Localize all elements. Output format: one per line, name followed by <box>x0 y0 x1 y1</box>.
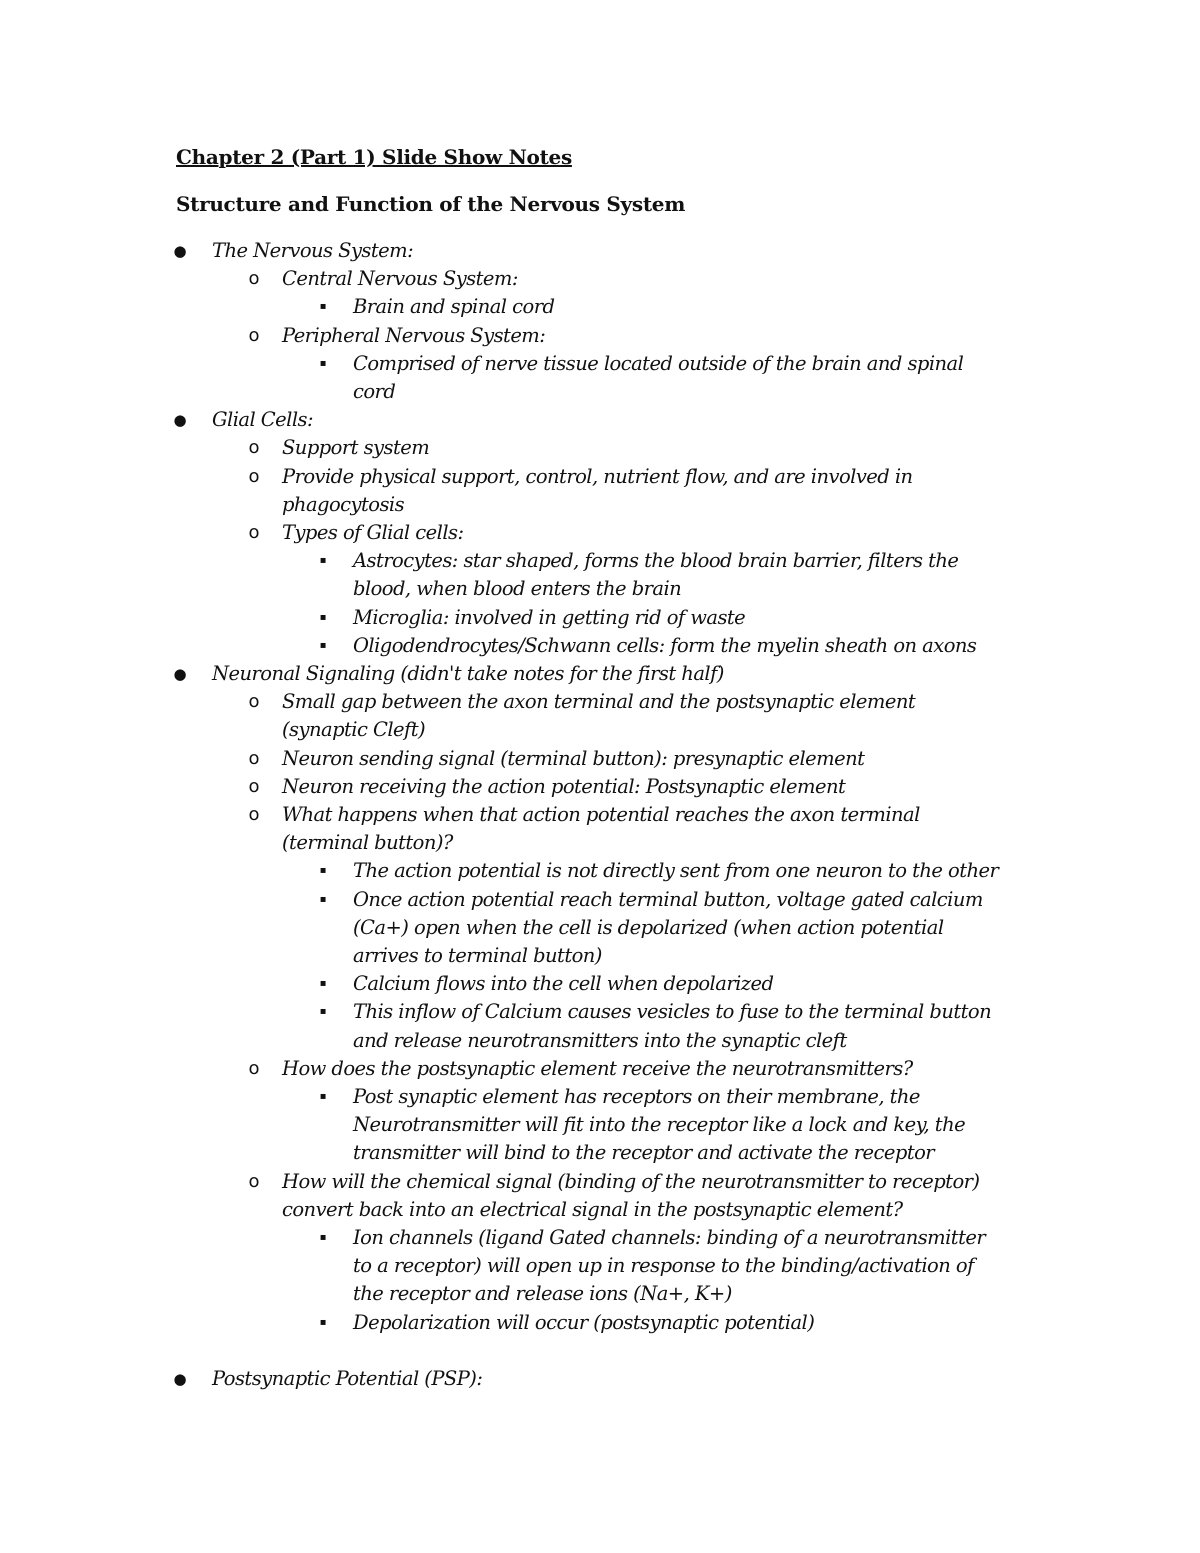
outline-text: How does the postsynaptic element receive the neurotransmitters? <box>282 1056 913 1080</box>
outline-text: Oligodendrocytes/Schwann cells: form the myelin sheath on axons <box>353 633 977 657</box>
outline-text: blood, when blood enters the brain <box>353 577 682 601</box>
outline-text: (terminal button)? <box>282 831 453 855</box>
outline-text: the receptor and release ions (Na+, K+) <box>353 1282 732 1306</box>
outline-text: and release neurotransmitters into the synaptic cleft <box>353 1028 847 1052</box>
circle-bullet-icon: o <box>248 268 260 290</box>
outline-text: cord <box>353 380 396 403</box>
outline-text: transmitter will bind to the receptor and activate the receptor <box>353 1141 935 1165</box>
bullet-icon: ● <box>173 411 187 430</box>
bullet-icon: ● <box>173 242 187 260</box>
square-bullet-icon: ▪ <box>319 893 327 905</box>
outline-text: Support system <box>282 436 430 460</box>
outline-text: Comprised of nerve tissue located outside of the brain and spinal <box>353 351 964 375</box>
square-bullet-icon: ▪ <box>319 301 327 313</box>
outline-text: Post synaptic element has receptors on their membrane, the <box>353 1085 920 1108</box>
outline-text: The Nervous System: <box>212 239 414 262</box>
circle-bullet-icon: o <box>248 747 260 769</box>
outline-text: Microglia: involved in getting rid of waste <box>353 605 746 629</box>
section-heading: Structure and Function of the Nervous System <box>176 192 686 216</box>
outline-text: This inflow of Calcium causes vesicles to fuse to the terminal button <box>353 1000 992 1024</box>
square-bullet-icon: ▪ <box>319 611 327 623</box>
outline-text: Peripheral Nervous System: <box>282 323 546 347</box>
outline-text: convert back into an electrical signal in the postsynaptic element? <box>282 1197 903 1221</box>
outline-text: Depolarization will occur (postsynaptic potential) <box>353 1310 815 1334</box>
circle-bullet-icon: o <box>248 691 260 713</box>
outline-text: Postsynaptic Potential (PSP): <box>212 1366 483 1390</box>
circle-bullet-icon: o <box>248 324 260 346</box>
square-bullet-icon: ▪ <box>319 978 327 990</box>
square-bullet-icon: ▪ <box>319 1091 327 1102</box>
outline-text: How will the chemical signal (binding of the neurotransmitter to receptor) <box>282 1169 980 1193</box>
circle-bullet-icon: o <box>248 775 260 797</box>
outline-text: phagocytosis <box>282 492 405 516</box>
circle-bullet-icon: o <box>248 465 260 487</box>
outline-text: What happens when that action potential reaches the axon terminal <box>282 803 920 826</box>
outline-text: Once action potential reach terminal button, voltage gated calcium <box>353 887 983 911</box>
outline-text: The action potential is not directly sent from one neuron to the other <box>353 859 999 883</box>
circle-bullet-icon: o <box>248 1057 260 1079</box>
page-title: Chapter 2 (Part 1) Slide Show Notes <box>176 145 572 169</box>
outline-text: arrives to terminal button) <box>353 944 602 967</box>
outline-text: (synaptic Cleft) <box>282 718 426 742</box>
outline-text: Brain and spinal cord <box>353 295 555 319</box>
square-bullet-icon: ▪ <box>319 1232 327 1243</box>
outline-text: Astrocytes: star shaped, forms the blood brain barrier, filters the <box>353 549 959 573</box>
outline-text: Neuron receiving the action potential: Postsynaptic element <box>282 774 846 798</box>
bullet-icon: ● <box>173 665 187 683</box>
outline-text: Types of Glial cells: <box>282 521 464 544</box>
square-bullet-icon: ▪ <box>319 639 327 651</box>
outline-text: Neuron sending signal (terminal button): presynaptic element <box>282 746 865 770</box>
circle-bullet-icon: o <box>248 437 260 459</box>
bullet-icon: ● <box>173 1369 187 1388</box>
outline-text: Small gap between the axon terminal and the postsynaptic element <box>282 690 916 714</box>
square-bullet-icon: ▪ <box>319 1316 327 1328</box>
square-bullet-icon: ▪ <box>319 555 327 567</box>
outline-text: Glial Cells: <box>212 408 314 432</box>
circle-bullet-icon: o <box>248 804 260 825</box>
square-bullet-icon: ▪ <box>319 865 327 877</box>
outline-text: Provide physical support, control, nutrient flow, and are involved in <box>282 464 913 488</box>
outline-text: (Ca+) open when the cell is depolarized (when action potential <box>353 915 944 939</box>
square-bullet-icon: ▪ <box>319 1006 327 1018</box>
outline-text: Calcium flows into the cell when depolarized <box>353 972 774 996</box>
outline-text: Ion channels (ligand Gated channels: binding of a neurotransmitter <box>353 1226 986 1249</box>
outline-text: Neuronal Signaling (didn't take notes for the first half) <box>212 662 724 685</box>
circle-bullet-icon: o <box>248 1170 260 1192</box>
outline-text: to a receptor) will open up in response to the binding/activation of <box>353 1254 974 1278</box>
square-bullet-icon: ▪ <box>319 357 327 369</box>
outline-text: Neurotransmitter will fit into the receptor like a lock and key, the <box>353 1113 966 1137</box>
outline-text: Central Nervous System: <box>282 267 518 291</box>
circle-bullet-icon: o <box>248 522 260 543</box>
